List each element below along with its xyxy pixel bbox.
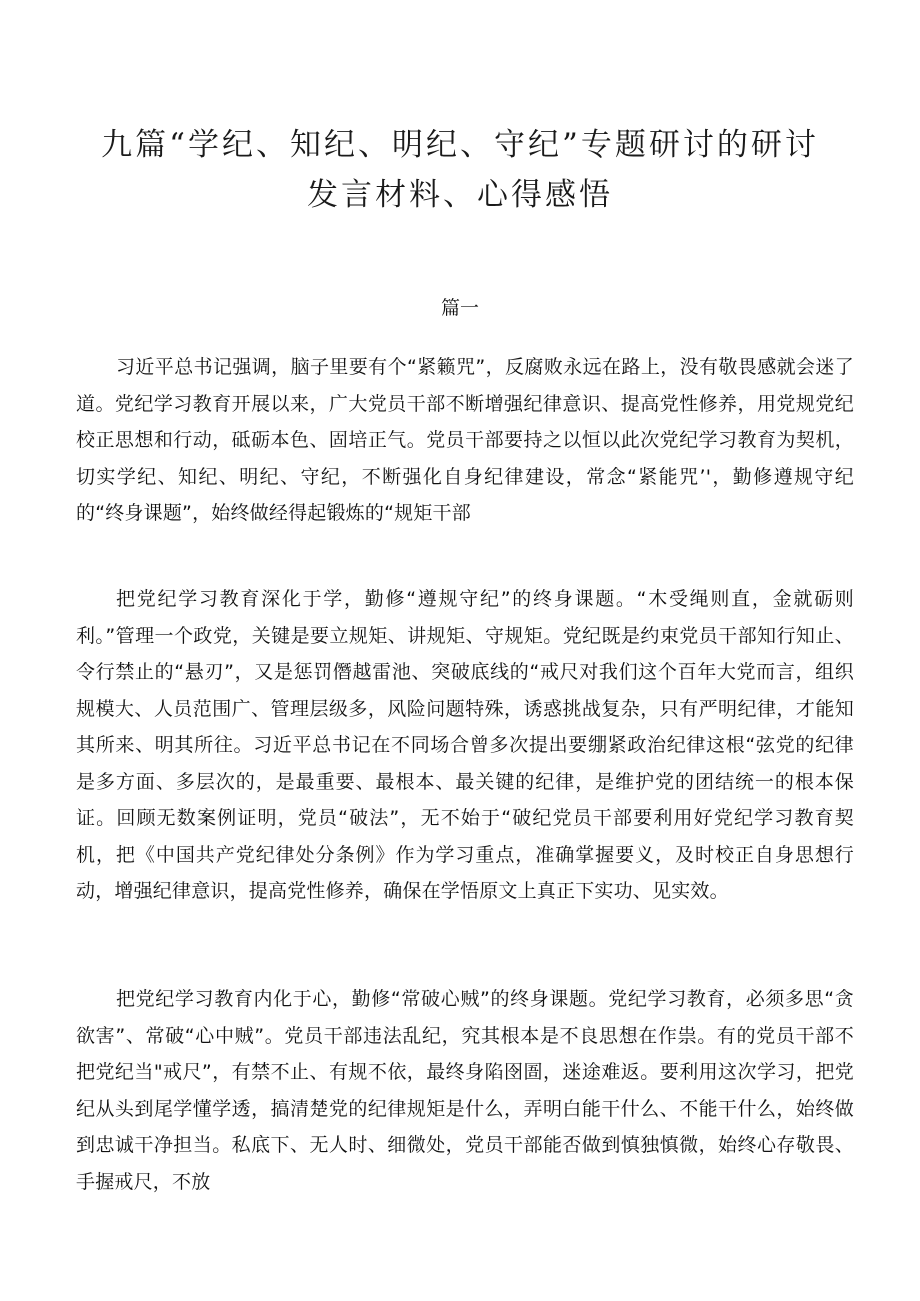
section-heading: 篇一 bbox=[440, 297, 479, 319]
document-title bbox=[60, 120, 860, 220]
body-paragraph-2: 把党纪学习教育深化于学，勤修“遵规守纪”的终身课题。“木受绳则直，金就砺则利。”管理一个政党，关键是要立规矩、讲规矩、守规矩。党纪既是约束党员干部知行知止、令行禁止的“悬刃”，又是惩罚僭越雷池、突破底线的“戒尺对我们这个百年大党而言，组织规模大、人员范围广、管理层级多，风险问题特殊，诱惑挑战复杂，只有严明纪律，才能知其所来、明其所往。习近平总书记在不同场合曾多次提出要绷紧政治纪律这根“弦党的纪律是多方面、多层次的，是最重要、最根本、最关键的纪律，是维护党的团结统一的根本保证。回顾无数案例证明，党员“破法”，无不始于“破纪党员干部要利用好党纪学习教育契机，把《中国共产党纪律处分条例》作为学习重点，准确掌握要义，及时校正自身思想行动，增强纪律意识，提高党性修养，确保在学悟原文上真正下实功、见实效。 bbox=[76, 588, 854, 902]
body-paragraph-1: 习近平总书记强调，脑子里要有个“紧籁咒”，反腐败永远在路上，没有敬畏感就会迷了道。党纪学习教育开展以来，广大党员干部不断增强纪律意识、提高党性修养，用党规党纪校正思想和行动，砥砺本色、固培正气。党员干部要持之以恒以此次党纪学习教育为契机，切实学纪、知纪、明纪、守纪，不断强化自身纪律建设，常念“紧能咒’'，勤修遵规守纪的“终身课题”，始终做经得起锻炼的“规矩干部 bbox=[76, 356, 854, 524]
document-title-line-2: 发言材料、心得感悟 bbox=[307, 177, 613, 213]
document-title-line-1: 九篇“学纪、知纪、明纪、守纪”专题研讨的研讨 bbox=[101, 127, 819, 163]
body-paragraph-3: 把党纪学习教育内化于心，勤修“常破心贼”的终身课题。党纪学习教育，必须多思“贪欲害”、常破“心中贼”。党员干部违法乱纪，究其根本是不良思想在作祟。有的党员干部不把党纪当"戒尺”，有禁不止、有规不依，最终身陷囹圄，迷途难返。要利用这次学习，把党纪从头到尾学懂学透，搞清楚党的纪律规矩是什么，弄明白能干什么、不能干什么，始终做到忠诚干净担当。私底下、无人时、细微处，党员干部能否做到慎独慎微，始终心存敬畏、手握戒尺，不放 bbox=[76, 988, 854, 1193]
